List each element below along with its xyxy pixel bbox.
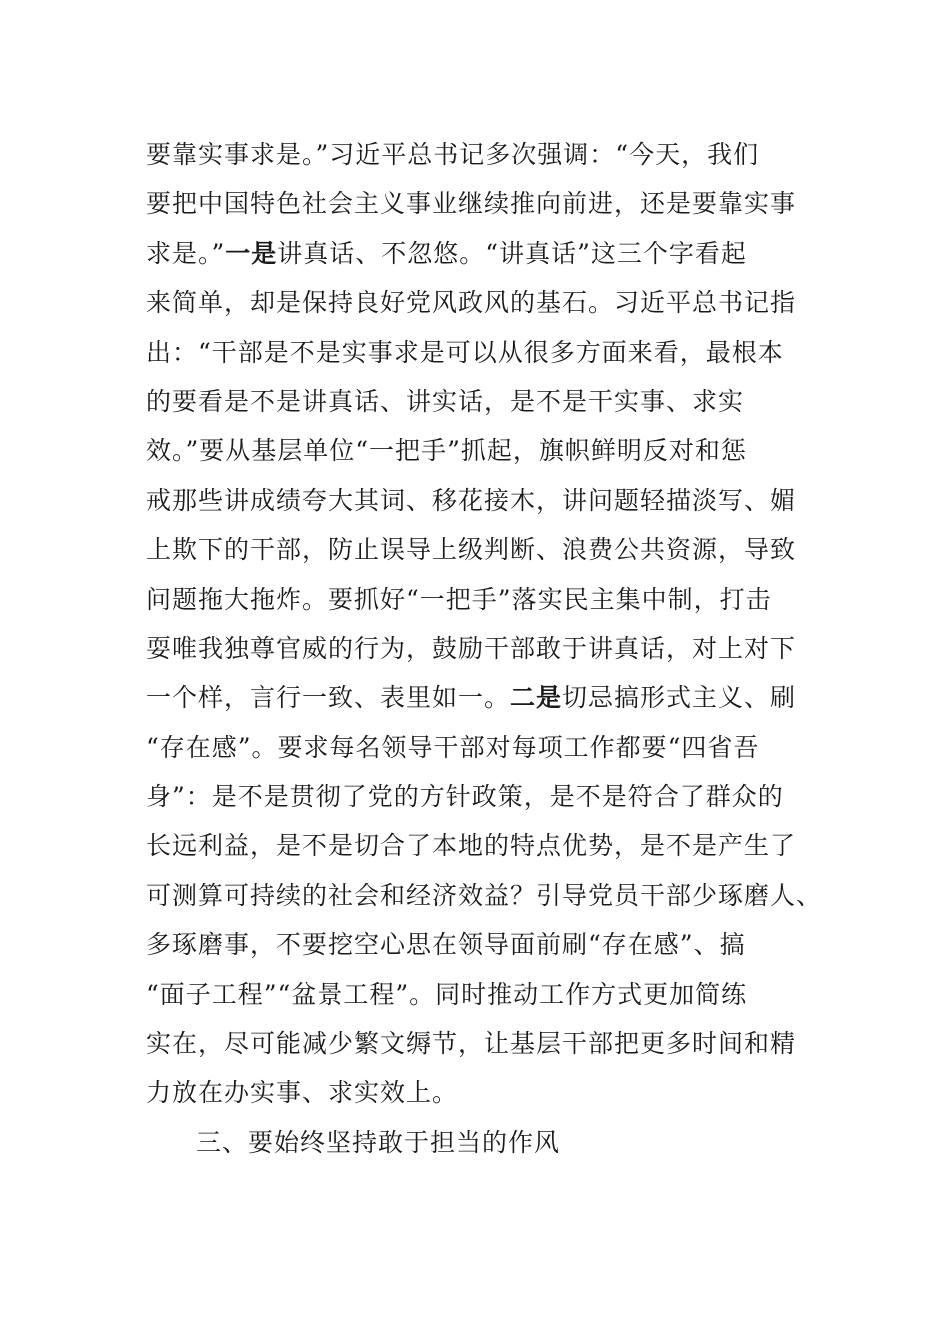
text-segment: 问题拖大拖炸。要抓好“一把手”落实民主集中制，打击 xyxy=(146,584,772,614)
text-segment: 耍唯我独尊官威的行为，鼓励干部敢于讲真话，对上对下 xyxy=(146,633,797,663)
text-segment: 力放在办实事、求实效上。 xyxy=(146,1078,459,1108)
text-line xyxy=(146,278,806,327)
text-segment: “面子工程”“盆景工程”。同时推动工作方式更加简练 xyxy=(146,979,748,1009)
text-line xyxy=(146,179,806,228)
text-segment: 一个样，言行一致、表里如一。 xyxy=(146,683,511,713)
text-line xyxy=(146,772,806,821)
text-segment: 求是。” xyxy=(146,238,226,268)
text-segment: 多琢磨事，不要挖空心思在领导面前刷“存在感”、搞 xyxy=(146,930,746,960)
text-line xyxy=(146,426,806,475)
text-line xyxy=(146,624,806,673)
text-line xyxy=(146,377,806,426)
text-line xyxy=(146,1068,806,1117)
text-line xyxy=(146,1019,806,1068)
text-segment: 切忌搞形式主义、刷 xyxy=(562,683,797,713)
text-segment: 实在，尽可能减少繁文缛节，让基层干部把更多时间和精 xyxy=(146,1029,797,1059)
text-line xyxy=(146,575,806,624)
text-segment: 要靠实事求是。”习近平总书记多次强调：“今天，我们 xyxy=(146,140,760,169)
text-segment: 讲真话、不忽悠。“讲真话”这三个字看起 xyxy=(277,238,747,268)
text-line xyxy=(146,328,806,377)
section-heading: 三、要始终坚持敢于担当的作风 xyxy=(196,1127,561,1157)
text-segment: 可测算可持续的社会和经济效益？引导党员干部少琢磨人、 xyxy=(146,880,823,910)
text-line xyxy=(146,673,806,722)
text-segment: 的要看是不是讲真话、讲实话，是不是干实事、求实 xyxy=(146,386,745,416)
text-line xyxy=(146,476,806,525)
text-line xyxy=(146,871,823,920)
bold-marker: 一是 xyxy=(225,238,278,268)
text-segment: 身”：是不是贯彻了党的方针政策，是不是符合了群众的 xyxy=(146,782,784,812)
text-segment: “存在感”。要求每名领导干部对每项工作都要“四省吾 xyxy=(146,732,760,762)
text-line xyxy=(146,970,806,1019)
text-segment: 上欺下的干部，防止误导上级判断、浪费公共资源，导致 xyxy=(146,535,797,565)
text-line xyxy=(146,920,806,969)
text-line xyxy=(146,525,806,574)
text-segment: 出：“干部是不是实事求是可以从很多方面来看，最根本 xyxy=(146,337,784,367)
body-text xyxy=(146,130,823,1167)
text-line xyxy=(146,130,806,179)
text-line xyxy=(146,723,806,772)
text-segment: 戒那些讲成绩夸大其词、移花接木，讲问题轻描淡写、媚 xyxy=(146,485,797,515)
text-segment: 效。”要从基层单位“一把手”抓起，旗帜鲜明反对和惩 xyxy=(146,436,747,466)
text-line xyxy=(146,229,806,278)
text-segment: 长远利益，是不是切合了本地的特点优势，是不是产生了 xyxy=(146,831,797,861)
bold-marker: 二是 xyxy=(510,683,563,713)
text-segment: 要把中国特色社会主义事业继续推向前进，还是要靠实事 xyxy=(146,189,797,219)
text-segment: 来简单，却是保持良好党风政风的基石。习近平总书记指 xyxy=(146,288,797,318)
text-line xyxy=(146,821,806,870)
